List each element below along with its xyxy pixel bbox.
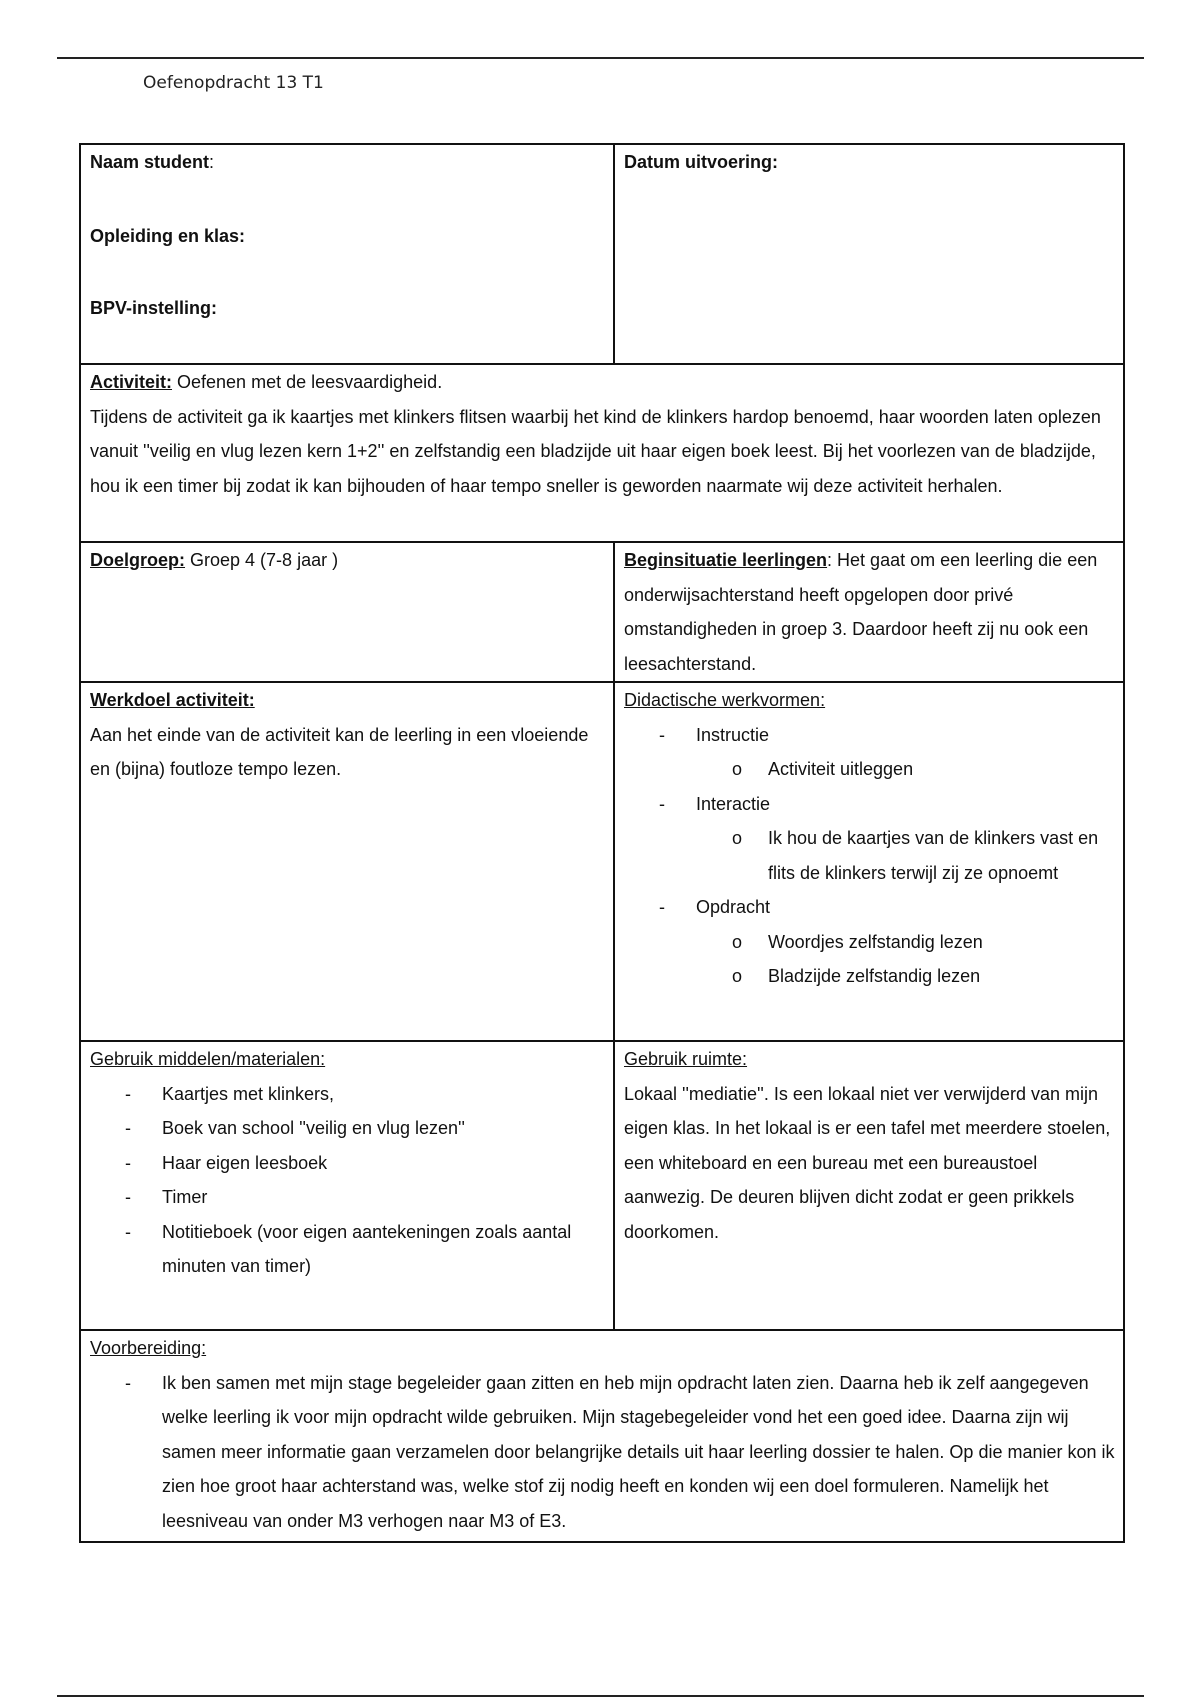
beginsituatie-cell [614,542,1124,682]
beginsituatie-label: Beginsituatie leerlingen [624,550,828,570]
middelen-row [80,1041,1124,1330]
middelen-label: Gebruik middelen/materialen: [90,1049,326,1069]
didactische-sublist [696,925,1115,994]
middelen-item: - Haar eigen leesboek [90,1146,605,1181]
naam-student-colon: : [209,152,215,172]
werkdoel-cell [80,682,614,1041]
header-rule [57,57,1144,59]
voorbereiding-cell [80,1330,1124,1542]
middelen-list [90,1077,605,1284]
didactische-list [624,718,1115,994]
didactische-subitem: o Bladzijde zelfstandig lezen [696,959,1115,994]
ruimte-cell [614,1041,1124,1330]
beginsituatie-value: : Het gaat om een leerling die een onderwijsachterstand heeft opgelopen door privé omstandigheden in groep 3. Daardoor heeft zij nu ook een leesachterstand. [624,550,1098,674]
doelgroep-label: Doelgroep: [90,550,186,570]
opleiding-klas-label: Opleiding en klas: [90,225,246,246]
voorbereiding-list [90,1366,1115,1539]
doelgroep-cell [80,542,614,682]
didactische-cell [614,682,1124,1041]
bpv-instelling-label: BPV-instelling: [90,298,218,318]
voorbereiding-row [80,1330,1124,1542]
didactische-sublist [696,752,1115,787]
didactische-subitem: o Woordjes zelfstandig lezen [696,925,1115,960]
voorbereiding-label: Voorbereiding: [90,1338,207,1358]
activiteit-description: Tijdens de activiteit ga ik kaartjes met klinkers flitsen waarbij het kind de klinkers hardop benoemd, haar woorden laten oplezen vanuit ''veilig en vlug lezen kern 1+2'' en zelfstandig een bladzijde uit haar eigen boek leest. Bij het voorlezen van de bladzijde, hou ik een timer bij zodat ik kan bijhouden of haar tempo sneller is geworden naarmate wij deze activiteit herhalen. [90,406,1101,496]
activiteit-label: Activiteit: [90,372,173,392]
didactische-label: Didactische werkvormen: [624,690,826,710]
ruimte-value: Lokaal ''mediatie''. Is een lokaal niet ver verwijderd van mijn eigen klas. In het lokaal is er een tafel met meerdere stoelen, een whiteboard en een bureau met een bureaustoel aanwezig. De deuren blijven dicht zodat er geen prikkels doorkomen. [624,1083,1111,1242]
voorbereiding-item: - Ik ben samen met mijn stage begeleider gaan zitten en heb mijn opdracht laten zien. Daarna heb ik zelf aangegeven welke leerling ik voor mijn opdracht wilde gebruiken. Mijn stagebegeleider vond het een goed idee. Daarna zijn wij samen meer informatie gaan verzamelen door belangrijke details uit haar leerling dossier te halen. Op die manier kon ik zien hoe groot haar achterstand was, welke stof zij nodig heeft en konden wij een doel formuleren. Namelijk het leesniveau van onder M3 verhogen naar M3 of E3. [90,1366,1115,1539]
middelen-item: - Notitieboek (voor eigen aantekeningen zoals aantal minuten van timer) [90,1215,605,1284]
naam-student-label: Naam student [90,152,210,172]
ruimte-label: Gebruik ruimte: [624,1049,748,1069]
datum-uitvoering-label: Datum uitvoering: [624,152,779,172]
activiteit-row [80,364,1124,542]
werkdoel-value: Aan het einde van de activiteit kan de leerling in een vloeiende en (bijna) foutloze tempo lezen. [90,724,589,779]
middelen-item: - Boek van school ''veilig en vlug lezen'' [90,1111,605,1146]
middelen-cell [80,1041,614,1330]
activiteit-title: Oefenen met de leesvaardigheid. [172,372,443,392]
activity-form-table [79,143,1125,1543]
datum-cell [614,144,1124,364]
middelen-item: - Kaartjes met klinkers, [90,1077,605,1112]
didactische-subitem: o Ik hou de kaartjes van de klinkers vast en flits de klinkers terwijl zij ze opnoemt [696,821,1115,890]
student-info-row [80,144,1124,364]
middelen-item: - Timer [90,1180,605,1215]
werkdoel-label: Werkdoel activiteit: [90,690,255,710]
activiteit-cell [80,364,1124,542]
didactische-item: - Instructie o Activiteit uitleggen [624,718,1115,787]
footer-rule [57,1695,1144,1697]
doelgroep-value: Groep 4 (7-8 jaar ) [185,550,339,570]
werkdoel-row [80,682,1124,1041]
student-info-cell [80,144,614,364]
didactische-sublist [696,821,1115,890]
doelgroep-row [80,542,1124,682]
document-header-title: Oefenopdracht 13 T1 [143,73,324,93]
didactische-item: - Opdracht o Woordjes zelfstandig lezen o Bladzijde zelfstandig lezen [624,890,1115,994]
didactische-item: - Interactie o Ik hou de kaartjes van de klinkers vast en flits de klinkers terwijl zij ze opnoemt [624,787,1115,891]
didactische-subitem: o Activiteit uitleggen [696,752,1115,787]
